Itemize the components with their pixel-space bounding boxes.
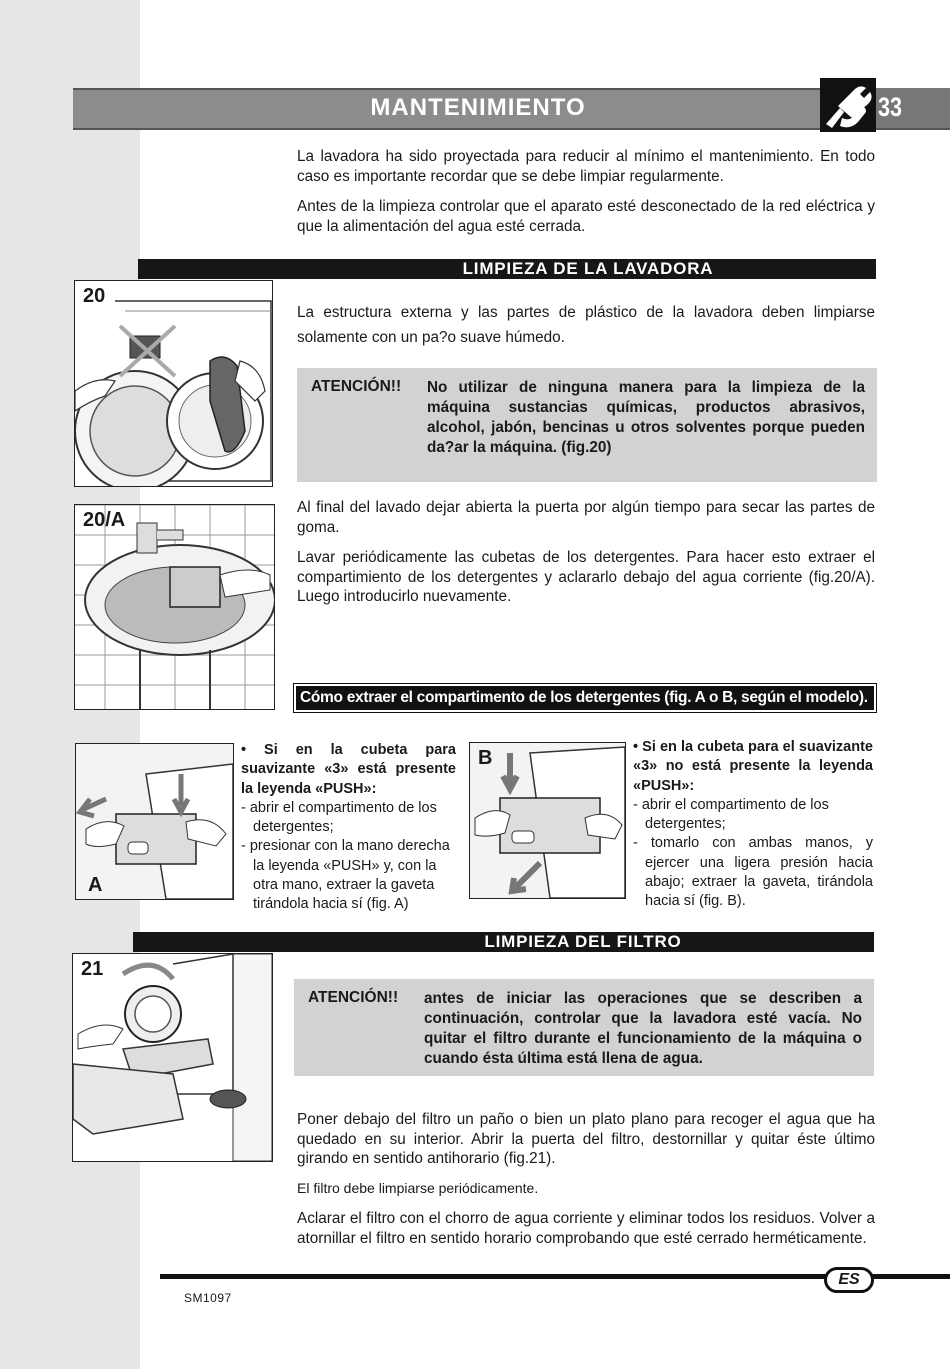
option-a-step-1: - abrir el compartimento de los detergentes; <box>241 799 437 836</box>
figure-21 <box>72 953 273 1162</box>
figure-a-label: A <box>88 874 103 896</box>
filter-paragraph-1: Poner debajo del filtro un paño o bien un plato plano para recoger el agua que ha quedado en su interior. Abrir la puerta del filtro, destornillar y quitar éste último girando en sentido antihorario (fig.21). <box>297 1111 875 1167</box>
filter-paragraph-3: Aclarar el filtro con el chorro de agua corriente y eliminar todos los residuos. Volver a atornillar el filtro en sentido horario comprobando que esté cerrado herméticamente. <box>297 1210 875 1247</box>
warning-label-filter: ATENCIÓN!! <box>308 989 399 1006</box>
figure-20 <box>74 280 273 487</box>
washer-cleaning-illustration <box>75 281 272 486</box>
figure-20-label: 20 <box>83 285 106 307</box>
header-bar <box>73 88 950 130</box>
warning-label: ATENCIÓN!! <box>311 378 402 395</box>
figure-b <box>469 742 626 899</box>
cleaning-paragraph-2: Al final del lavado dejar abierta la puerta por algún tiempo para secar las partes de goma. <box>297 499 875 536</box>
option-b-heading: • Si en la cubeta para el suavizante «3» no está presente la leyenda «PUSH»: <box>633 739 873 794</box>
warning-box-filter <box>294 979 874 1076</box>
cleaning-paragraph-1: La estructura externa y las partes de plástico de la lavadora deben limpiarse solamente con un pa?o suave húmedo. <box>297 304 875 346</box>
language-badge: ES <box>824 1267 874 1293</box>
figure-20a-label: 20/A <box>83 509 126 531</box>
figure-21-label: 21 <box>81 958 104 980</box>
intro-paragraph-1: La lavadora ha sido proyectada para reducir al mínimo el mantenimiento. En todo caso es importante recordar que se debe limpiar regularmente. <box>297 148 875 185</box>
page-number: 33 <box>878 92 903 122</box>
option-b-step-1: - abrir el compartimento de los detergentes; <box>633 796 829 833</box>
filter-removal-illustration <box>73 954 272 1161</box>
wrench-hand-icon <box>820 78 876 132</box>
intro-paragraph-2: Antes de la limpieza controlar que el aparato esté desconectado de la red eléctrica y que la alimentación del agua esté cerrada. <box>297 198 875 235</box>
figure-20a <box>74 504 275 710</box>
warning-text-filter: antes de iniciar las operaciones que se describen a continuación, controlar que la lavadora esté vacía. No quitar el filtro durante el funcionamiento de la máquina o cuando ésta última está llena de agua. <box>424 990 862 1067</box>
option-a-heading: • Si en la cubeta para suavizante «3» está presente la leyenda «PUSH»: <box>241 742 456 797</box>
page-title: MANTENIMIENTO <box>370 94 586 121</box>
document-code: SM1097 <box>184 1291 232 1305</box>
subsection-title-drawer: Cómo extraer el compartimento de los detergentes (fig. A o B, según el modelo). <box>296 686 874 710</box>
warning-text: No utilizar de ninguna manera para la limpieza de la máquina sustancias químicas, productos abrasivos, alcohol, jabón, bencinas u otros solventes porque pueden da?ar la máquina. (fig.20) <box>427 379 865 456</box>
figure-b-label: B <box>478 747 493 769</box>
figure-a <box>75 743 234 900</box>
warning-box-cleaning <box>297 368 877 482</box>
sink-washing-illustration <box>75 505 274 709</box>
filter-paragraph-2: El filtro debe limpiarse periódicamente. <box>297 1180 539 1196</box>
option-b-text <box>633 738 873 912</box>
drawer-pull-illustration <box>470 743 625 898</box>
section-title-cleaning: LIMPIEZA DE LA LAVADORA <box>138 259 876 279</box>
section-title-filter: LIMPIEZA DEL FILTRO <box>133 932 874 952</box>
option-a-step-2: - presionar con la mano derecha la leyenda «PUSH» y, con la otra mano, extraer la gaveta tirándola hacia sí (fig. A) <box>241 838 450 913</box>
option-a-text <box>241 741 456 915</box>
option-b-step-2: - tomarlo con ambas manos, y ejercer una ligera presión hacia abajo; extraer la gaveta, tirándola hacia sí (fig. B). <box>633 835 873 910</box>
cleaning-paragraph-3: Lavar periódicamente las cubetas de los detergentes. Para hacer esto extraer el compartimiento de los detergentes y aclararlo debajo del agua corriente (fig.20/A). Luego introducirlo nuevamente. <box>297 549 875 605</box>
